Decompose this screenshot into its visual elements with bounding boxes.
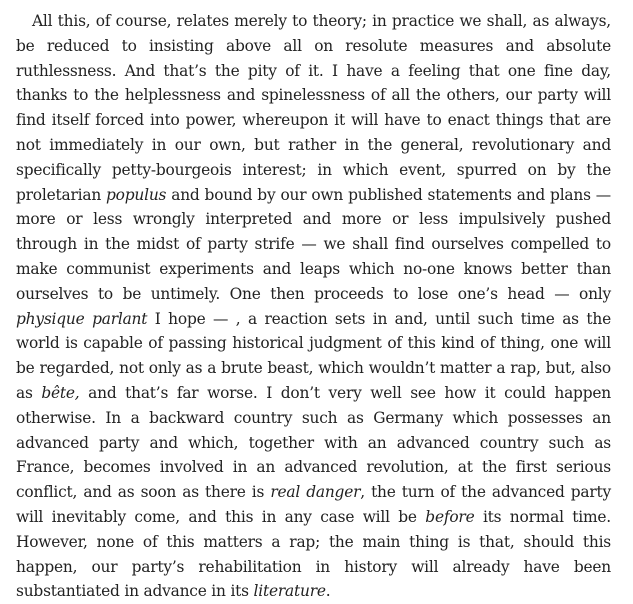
text-run: and that’s far worse. I don’t very well see how it could happen otherwise. In a backward country such as Germany which possesses an advanced party and which, together with an advanced country such as France, becomes involved in an advanced revolution, at the first serious conflict, and as soon as there is [16,383,611,502]
text-run: its normal time. However, none of this matters a rap; the main thing is that, should this happen, our party’s rehabilitation in history will already have been substantiated in advance in its [16,507,611,601]
italic-text: populus [106,185,167,204]
italic-text: physique parlant [16,309,148,328]
text-run: and bound by our own published statements and plans — more or less wrongly interpreted and more or less impulsively pushed through in the midst of party strife — we shall find ourselves compelled to make communist experiments and leaps which no-one knows better than ourselves to be untimely. One then proceeds to lose one’s head — only [16,185,611,303]
italic-text: real danger [270,483,361,502]
italic-text: literature [253,582,326,601]
text-run: . [325,582,331,601]
body-paragraph [16,9,611,604]
text-run: I hope — , a reaction sets in and, until such time as the world is capable of passing historical judgment of this kind of thing, one will be regarded, not only as a brute beast, which wouldn’t matter a rap, but, also as [16,309,611,402]
text-run: , the turn of the advanced party will inevitably come, and this in any case will be [16,483,612,526]
italic-text: before [425,507,475,526]
italic-text: bête, [41,383,80,402]
text-run: All this, of course, relates merely to theory; in practice we shall, as always, be reduced to insisting above all on resolute measures and absolute ruthlessness. And that’s the pity of it. I have a feeling that one fine day, thanks to the helplessness and spinelessness of all the others, our party will find itself forced into power, whereupon it will have to enact things that are not immediately in our own, but rather in the general, revolutionary and specifically petty-bourgeois interest; in which event, spurred on by the proletarian [16,12,611,204]
